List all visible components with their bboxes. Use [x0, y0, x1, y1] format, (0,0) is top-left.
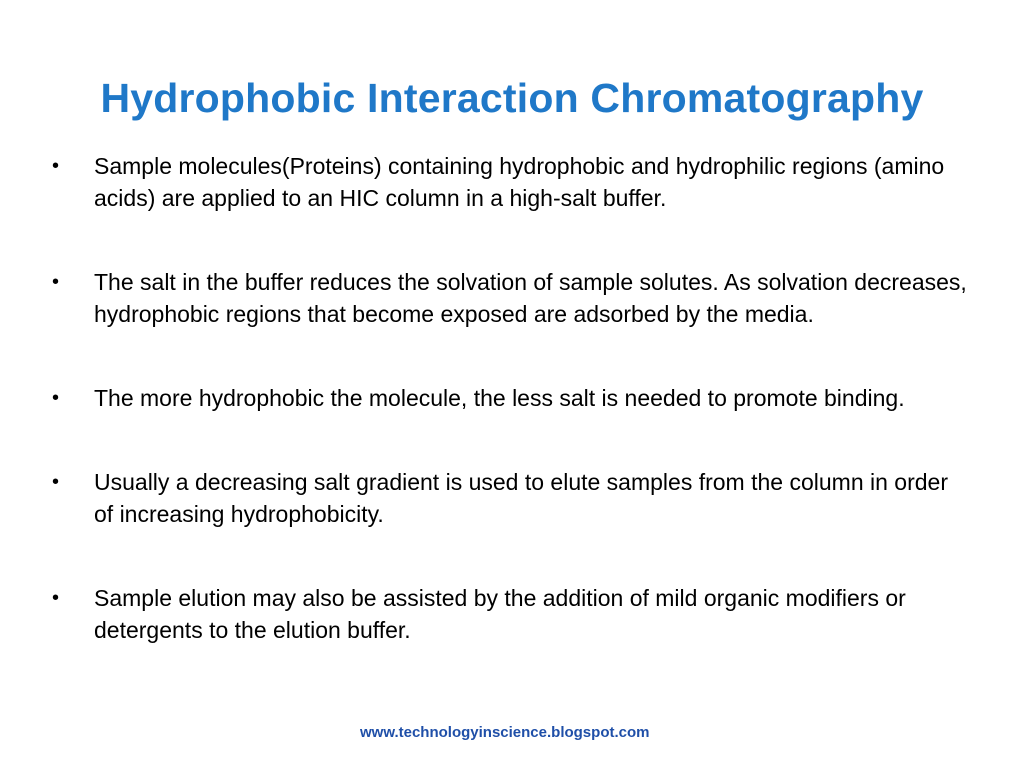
- bullet-text: Sample elution may also be assisted by the addition of mild organic modifiers or detergents to the elution buffer.: [94, 585, 906, 643]
- footer: [0, 722, 1024, 744]
- slide-title: Hydrophobic Interaction Chromatography: [100, 75, 924, 121]
- bullet-icon: •: [52, 387, 60, 409]
- bullet-item: [52, 266, 972, 330]
- bullet-text: Usually a decreasing salt gradient is used to elute samples from the column in order of increasing hydrophobicity.: [94, 469, 948, 527]
- bullet-text: The more hydrophobic the molecule, the less salt is needed to promote binding.: [94, 385, 905, 411]
- bullet-item: [52, 582, 972, 646]
- bullet-icon: •: [52, 155, 60, 177]
- bullet-icon: •: [52, 471, 60, 493]
- bullet-item: [52, 382, 972, 414]
- bullet-item: [52, 150, 972, 214]
- bullet-icon: •: [52, 271, 60, 293]
- bullet-text: The salt in the buffer reduces the solvation of sample solutes. As solvation decreases, hydrophobic regions that become exposed are adsorbed by the media.: [94, 269, 967, 327]
- bullet-list: [52, 150, 972, 698]
- bullet-icon: •: [52, 587, 60, 609]
- bullet-item: [52, 466, 972, 530]
- bullet-text: Sample molecules(Proteins) containing hydrophobic and hydrophilic regions (amino acids) are applied to an HIC column in a high-salt buffer.: [94, 153, 945, 211]
- footer-link[interactable]: www.technologyinscience.blogspot.com: [360, 724, 650, 741]
